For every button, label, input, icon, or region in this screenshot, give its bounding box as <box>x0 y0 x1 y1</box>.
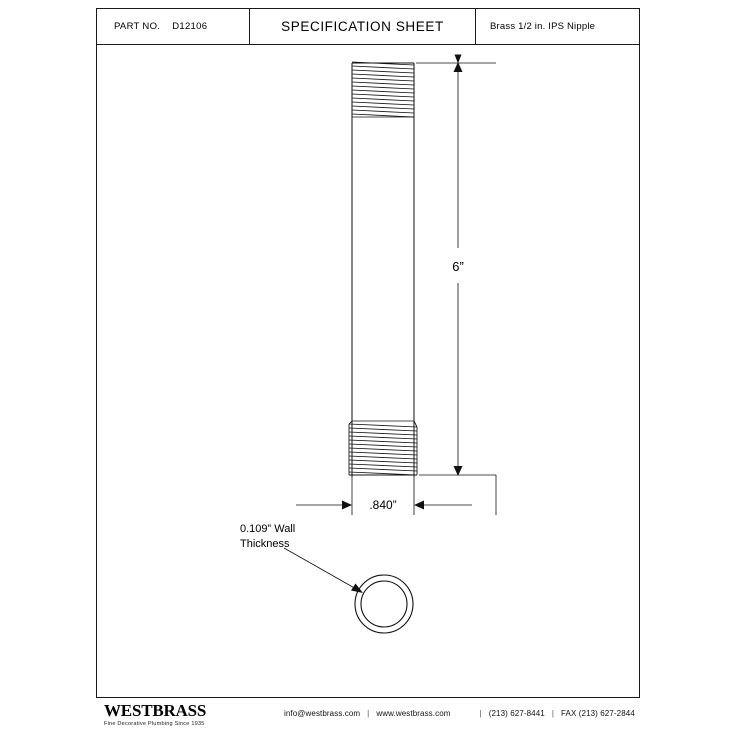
separator-1: | <box>367 709 370 718</box>
bottom-threads <box>349 421 417 475</box>
separator-3: | <box>551 709 555 718</box>
wall-note-line1: 0.109” Wall <box>240 523 296 535</box>
cross-section-circle <box>355 575 413 633</box>
nipple-drawing <box>96 45 640 698</box>
part-number-label: PART NO. <box>114 20 161 32</box>
separator-2: | <box>479 709 482 718</box>
contact-phone: (213) 627-8441 <box>488 709 545 718</box>
brand-name: WESTBRASS <box>104 701 207 720</box>
top-threads <box>352 62 414 117</box>
contact-info <box>284 698 640 718</box>
part-number-value: D12106 <box>172 20 208 32</box>
nipple-body <box>349 63 417 477</box>
part-number-cell <box>96 8 250 44</box>
product-description: Brass 1/2 in. IPS Nipple <box>490 20 596 32</box>
contact-website[interactable]: www.westbrass.com <box>376 709 451 718</box>
contact-email[interactable]: info@westbrass.com <box>284 709 361 718</box>
wall-thickness-leader <box>284 548 363 593</box>
title-block <box>96 8 640 45</box>
length-dimension-label: 6” <box>452 259 464 274</box>
wall-note-line2: Thickness <box>240 538 290 550</box>
sheet-title: SPECIFICATION SHEET <box>250 8 476 44</box>
diameter-dimension-label: .840” <box>369 498 397 512</box>
contact-fax: FAX (213) 627-2844 <box>561 709 635 718</box>
footer <box>96 698 640 736</box>
company-logo <box>96 698 284 727</box>
brand-tagline: Fine Decorative Plumbing Since 1935 <box>104 721 205 727</box>
